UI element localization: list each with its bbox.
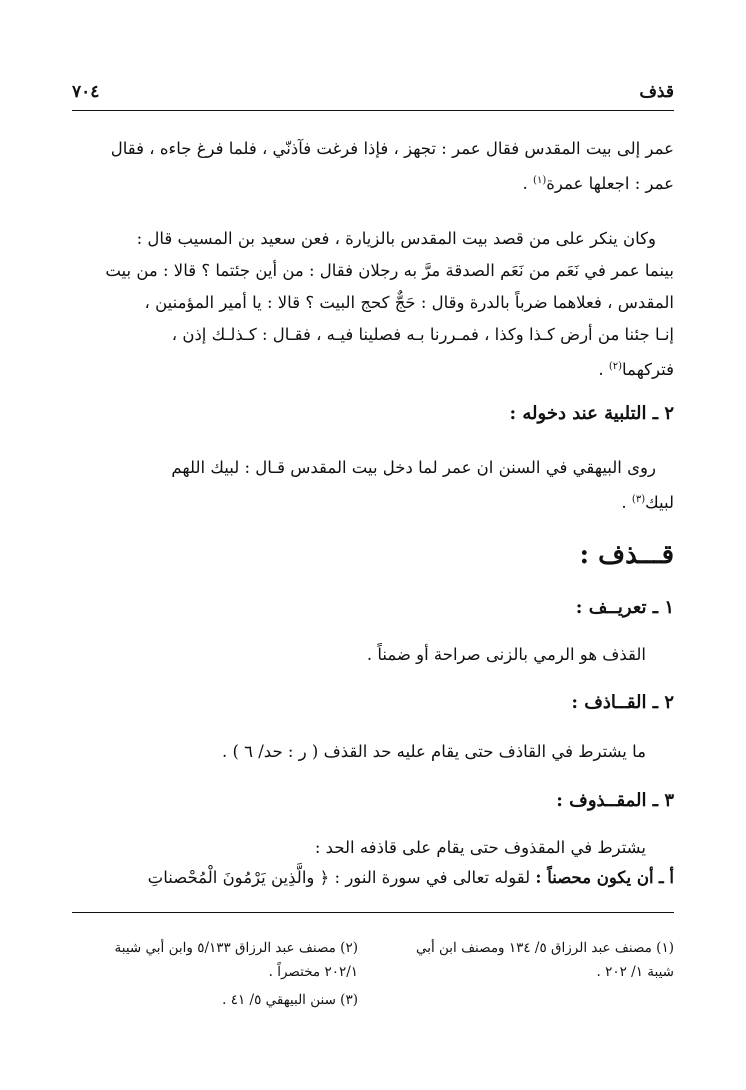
footnote-ref-3: (٣) (631, 494, 646, 505)
text-span: . (522, 174, 534, 193)
text-span: عمر : اجعلها عمرة (546, 174, 674, 193)
text-span: فتركهما (622, 360, 674, 379)
text-span: . (598, 360, 609, 379)
item-label: أ ـ (658, 868, 674, 887)
definition-text: القذف هو الرمي بالزنى صراحة أو ضمناً . (366, 645, 646, 664)
footnote-1 (416, 936, 674, 984)
header-rule (72, 110, 674, 111)
maqdhuf-text: يشترط في المقذوف حتى يقام على قاذفه الحد : (314, 838, 646, 857)
section-heading-definition: ١ ـ تعريــف : (575, 597, 674, 618)
footnote-rule (72, 912, 674, 913)
paragraph-2-cont (72, 255, 674, 383)
text-line: عمر إلى بيت المقدس فقال عمر : تجهز ، فإذا فرغت فآذنّي ، فلما فرغ جاءه ، فقال (110, 139, 674, 158)
footnote-ref-2: (٢) (608, 361, 622, 372)
text-line: وكان ينكر على من قصد بيت المقدس بالزيارة ، فعن سعيد بن المسيب قال : (136, 229, 656, 248)
text-span: . (621, 493, 632, 512)
footnote-line: (١) مصنف عبد الرزاق ٥/ ١٣٤ ومصنف ابن أبي (415, 940, 674, 956)
footnote-3: (٣) سنن البيهقي ٥/ ٤١ . (222, 992, 358, 1008)
footnote-ref-1: (١) (533, 175, 547, 186)
main-heading: قـــذف : (579, 540, 674, 570)
running-title: قذف (639, 82, 674, 102)
text-line (72, 165, 674, 197)
running-header (72, 82, 674, 108)
paragraph-1 (72, 133, 674, 197)
footnote-line: شيبة ١/ ٢٠٢ . (596, 964, 674, 980)
text-line: روى البيهقي في السنن ان عمر لما دخل بيت المقدس قـال : لبيك اللهم (171, 458, 656, 477)
qadhif-text: ما يشترط في القاذف حتى يقام عليه حد القذف ( ر : حد/ ٦ ) . (221, 742, 646, 761)
paragraph-2 (72, 223, 656, 255)
text-line (72, 484, 674, 516)
footnote-2 (115, 936, 358, 984)
page-number: ٧٠٤ (72, 82, 100, 102)
footnote-line: (٢) مصنف عبد الرزاق ٥/١٣٣ وابن أبي شيبة (114, 940, 358, 956)
text-line: المقدس ، فعلاهما ضرباً بالدرة وقال : حَجٌّ كحج البيت ؟ قالا : يا أمير المؤمنين ، (144, 293, 674, 312)
section-heading-talbiya: ٢ ـ التلبية عند دخوله : (509, 403, 674, 424)
item-bold-text: أن يكون محصناً : (535, 868, 654, 887)
text-line: إنـا جئنا من أرض كـذا وكذا ، فمـررنا بـه فصلينا فيـه ، فقـال : كـذلـك إذن ، (171, 325, 674, 344)
list-item-a (148, 868, 674, 887)
footnote-line: ٢٠٢/١ مختصراً . (268, 964, 358, 980)
item-text: لقوله تعالى في سورة النور : ﴿ والَّذِين يَرْمُونَ الْمُحْصناتِ (147, 868, 531, 887)
paragraph-3-cont (72, 484, 674, 516)
section-heading-maqdhuf: ٣ ـ المقــذوف : (556, 790, 674, 811)
text-line (72, 351, 674, 383)
section-heading-qadhif: ٢ ـ القــاذف : (571, 692, 674, 713)
paragraph-3 (72, 452, 656, 484)
text-line: بينما عمر في نَعَم من نَعَم الصدقة مرَّ به رجلان فقال : من أين جئتما ؟ قالا : من بيت (105, 261, 674, 280)
text-span: لبيك (645, 493, 674, 512)
